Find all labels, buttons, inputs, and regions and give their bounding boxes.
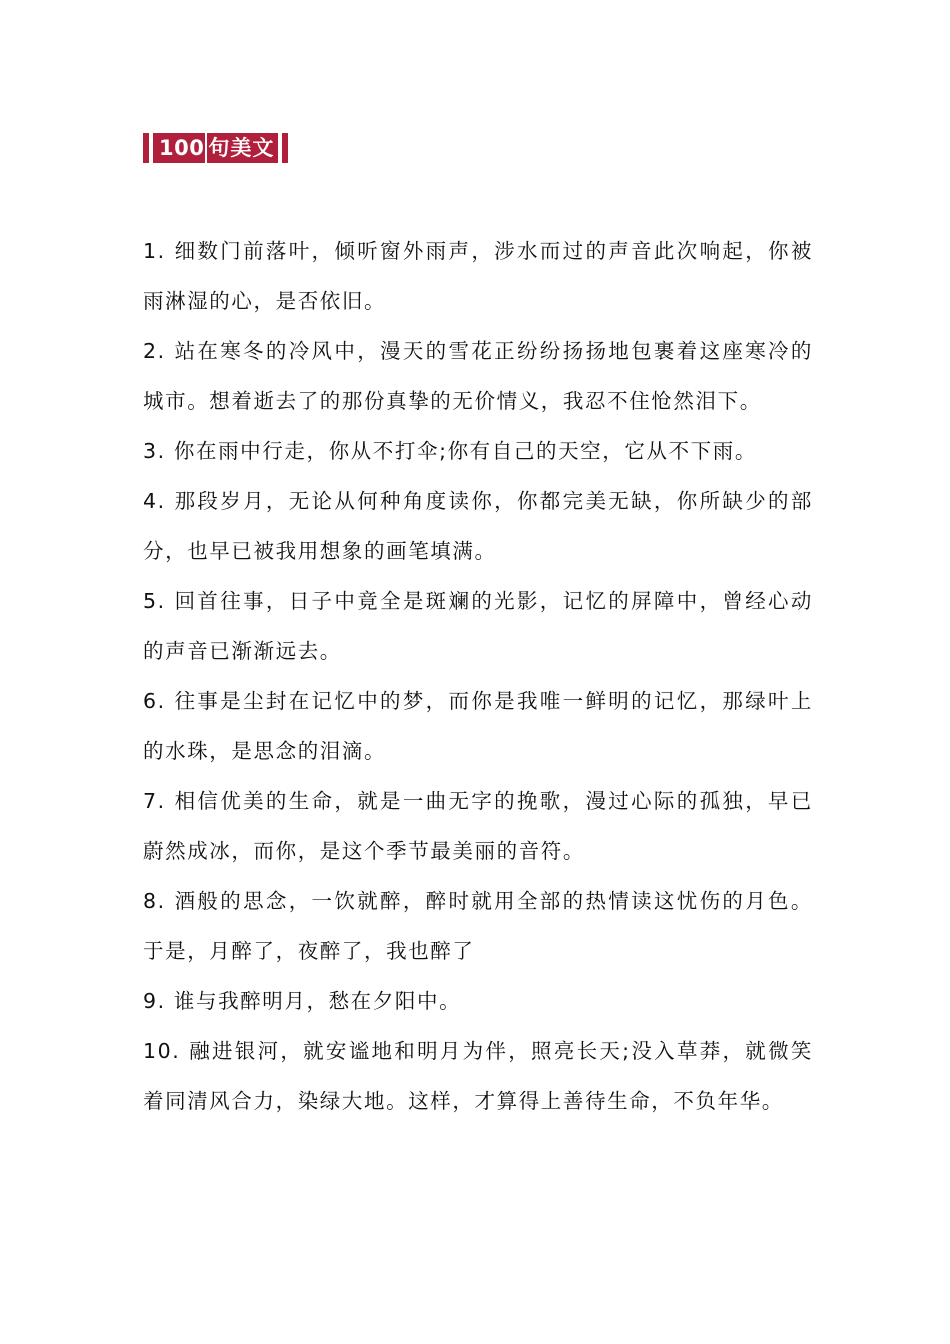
list-item: 7. 相信优美的生命，就是一曲无字的挽歌，漫过心际的孤独，早已蔚然成冰，而你，是这个季节最美丽的音符。 — [143, 789, 813, 863]
list-item: 9. 谁与我醉明月，愁在夕阳中。 — [143, 989, 462, 1013]
list-item: 4. 那段岁月，无论从何种角度读你，你都完美无缺，你所缺少的部分，也早已被我用想象的画笔填满。 — [143, 489, 813, 563]
title-accent-bar-right — [282, 133, 288, 163]
list-item: 6. 往事是尘封在记忆中的梦，而你是我唯一鲜明的记忆，那绿叶上的水珠，是思念的泪滴。 — [143, 689, 813, 763]
list-item: 3. 你在雨中行走，你从不打伞;你有自己的天空，它从不下雨。 — [143, 439, 757, 463]
list-item: 5. 回首往事，日子中竟全是斑斓的光影，记忆的屏障中，曾经心动的声音已渐渐远去。 — [143, 589, 813, 663]
list-item: 1. 细数门前落叶，倾听窗外雨声，涉水而过的声音此次响起，你被雨淋湿的心，是否依旧。 — [143, 239, 813, 313]
list-item: 2. 站在寒冬的冷风中，漫天的雪花正纷纷扬扬地包裹着这座寒冷的城市。想着逝去了的那份真挚的无价情义，我忍不住怆然泪下。 — [143, 339, 813, 413]
title-text: 句美文 — [208, 136, 275, 160]
list-item: 8. 酒般的思念，一饮就醉，醉时就用全部的热情读这忧伤的月色。于是，月醉了，夜醉了，我也醉了 — [143, 889, 813, 963]
section-title — [143, 133, 288, 163]
list-item: 10. 融进银河，就安谧地和明月为伴，照亮长天;没入草莽，就微笑着同清风合力，染绿大地。这样，才算得上善待生命，不负年华。 — [143, 1039, 813, 1113]
title-box — [153, 133, 278, 163]
title-number: 100 — [159, 136, 205, 160]
sentence-list — [143, 226, 813, 1126]
